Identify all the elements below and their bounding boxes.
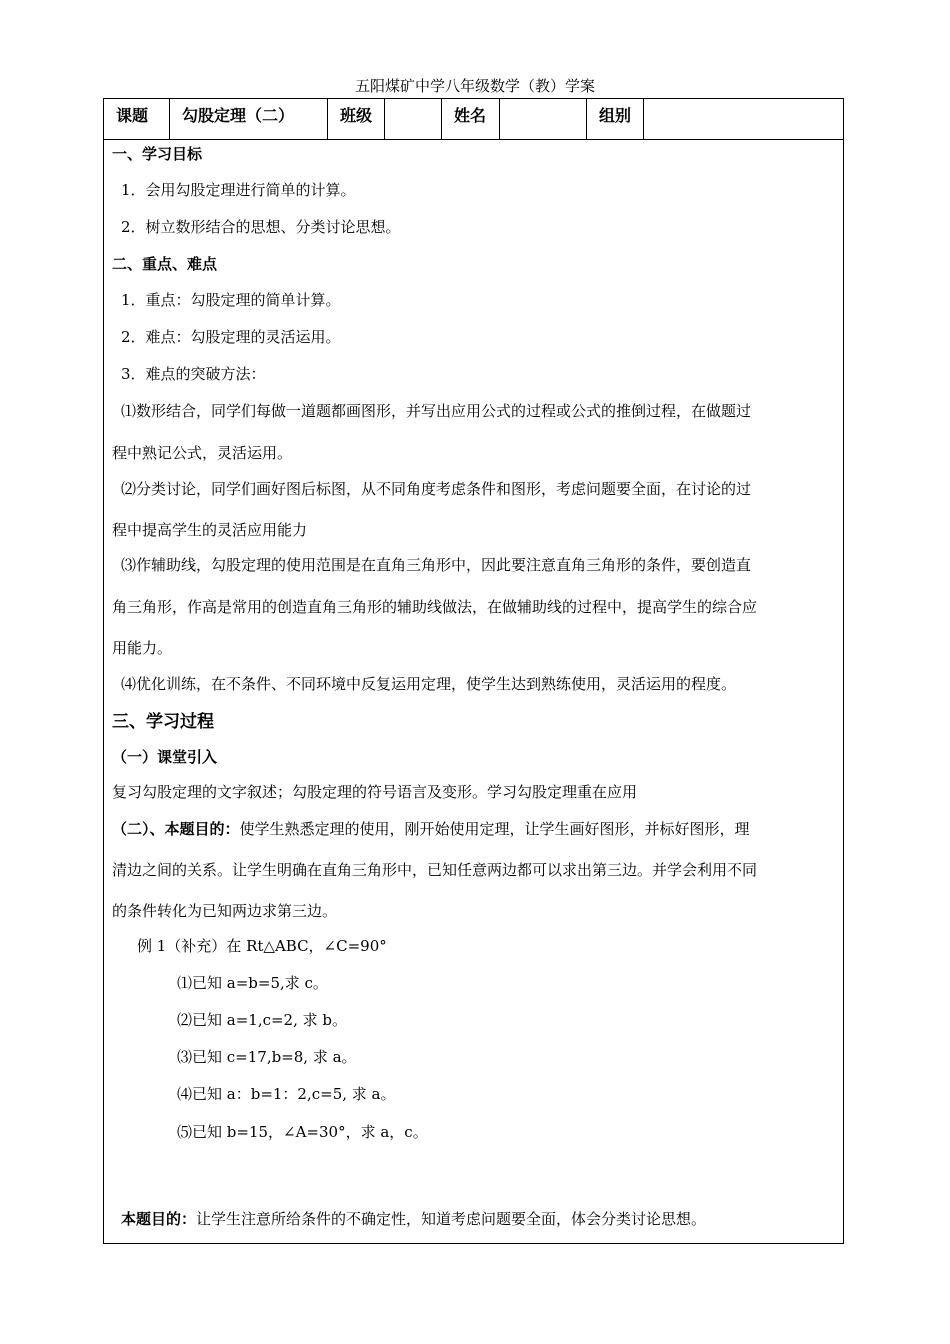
- example-title: 例 1（补充）在 Rt△ABC，∠C=90°: [137, 937, 387, 955]
- purpose-prefix: （二）、本题目的：: [112, 820, 240, 838]
- header-row: [104, 99, 843, 140]
- method-line: 角三角形，作高是常用的创造直角三角形的辅助线做法，在做辅助线的过程中，提高学生的综合应: [112, 598, 758, 616]
- method-line: 程中提高学生的灵活应用能力: [112, 521, 308, 539]
- name-value[interactable]: [500, 99, 587, 139]
- method-line: 程中熟记公式，灵活运用。: [112, 444, 293, 462]
- group-value[interactable]: [644, 99, 843, 139]
- example-item: ⑷已知 a：b=1：2,c=5, 求 a。: [177, 1085, 396, 1103]
- final-purpose-label: 本题目的：: [121, 1210, 197, 1228]
- method-line: ⑶作辅助线，勾股定理的使用范围是在直角三角形中，因此要注意直角三角形的条件，要创造直: [121, 556, 752, 574]
- intro-text: 复习勾股定理的文字叙述；勾股定理的符号语言及变形。学习勾股定理重在应用: [112, 783, 638, 801]
- goal-item: 1．会用勾股定理进行简单的计算。: [121, 181, 356, 199]
- lesson-plan-table: [103, 98, 844, 1244]
- example-item: ⑴已知 a=b=5,求 c。: [177, 974, 328, 992]
- example-item: ⑸已知 b=15，∠A=30°，求 a，c。: [177, 1123, 428, 1141]
- purpose-paragraph-line2: 清边之间的关系。让学生明确在直角三角形中，已知任意两边都可以求出第三边。并学会利用不同: [112, 861, 758, 879]
- purpose-text: 使学生熟悉定理的使用，刚开始使用定理，让学生画好图形，并标好图形，理: [239, 820, 750, 838]
- subsection-intro-title: （一）课堂引入: [112, 748, 218, 766]
- method-line: ⑵分类讨论，同学们画好图后标图，从不同角度考虑条件和图形，考虑问题要全面，在讨论的过: [121, 480, 752, 498]
- class-value[interactable]: [385, 99, 442, 139]
- purpose-paragraph-line1: [112, 818, 750, 839]
- document-title: 五阳煤矿中学八年级数学（教）学案: [354, 77, 595, 95]
- method-line: ⑷优化训练，在不条件、不同环境中反复运用定理，使学生达到熟练使用，灵活运用的程度。: [121, 675, 737, 693]
- keypoint-item: 1．重点：勾股定理的简单计算。: [121, 291, 341, 309]
- purpose-paragraph-line3: 的条件转化为已知两边求第三边。: [112, 902, 338, 920]
- section-goals-title: 一、学习目标: [112, 145, 203, 163]
- method-line: 用能力。: [112, 639, 173, 657]
- keypoint-item: 2．难点：勾股定理的灵活运用。: [121, 328, 341, 346]
- class-label: 班级: [328, 99, 385, 139]
- section-process-title: 三、学习过程: [112, 712, 214, 732]
- group-label: 组别: [587, 99, 644, 139]
- topic-label: 课题: [104, 99, 170, 139]
- example-item: ⑵已知 a=1,c=2, 求 b。: [177, 1011, 348, 1029]
- name-label: 姓名: [442, 99, 500, 139]
- section-keypoints-title: 二、重点、难点: [112, 255, 218, 273]
- keypoint-item: 3．难点的突破方法：: [121, 365, 266, 383]
- final-purpose: [121, 1208, 706, 1229]
- example-item: ⑶已知 c=17,b=8, 求 a。: [177, 1048, 357, 1066]
- goal-item: 2．树立数形结合的思想、分类讨论思想。: [121, 218, 401, 236]
- method-line: ⑴数形结合，同学们每做一道题都画图形，并写出应用公式的过程或公式的推倒过程，在做题过: [121, 402, 752, 420]
- final-purpose-text: 让学生注意所给条件的不确定性，知道考虑问题要全面，体会分类讨论思想。: [196, 1210, 707, 1228]
- topic-value: 勾股定理（二）: [170, 99, 328, 139]
